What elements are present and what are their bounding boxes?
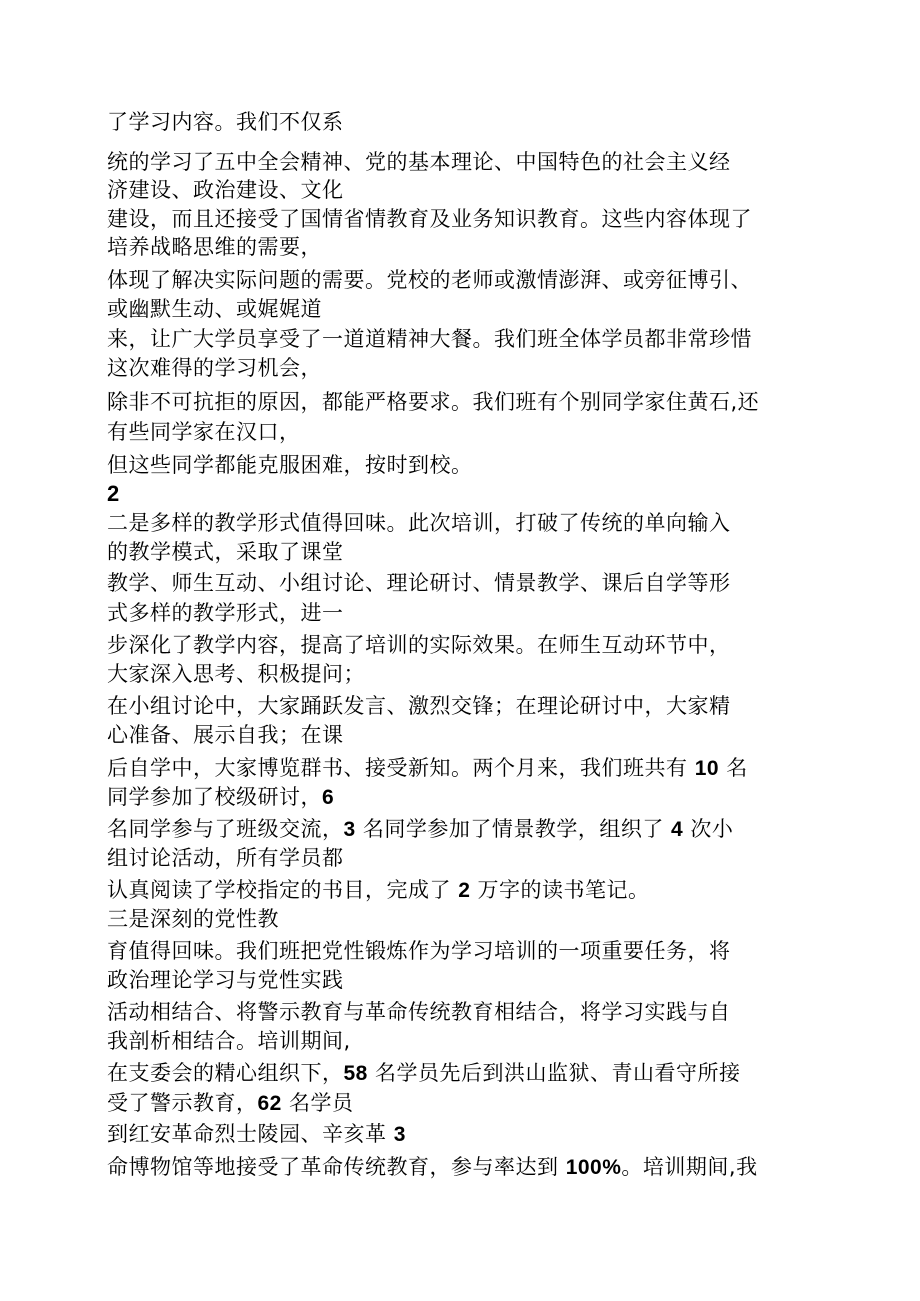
text-line: 认真阅读了学校指定的书目，完成了 2 万字的读书笔记。 [107, 878, 650, 902]
text-line: 二是多样的教学形式值得回味。此次培训，打破了传统的单向输入 [107, 511, 731, 535]
text-line: 培养战略思维的需要， [107, 235, 322, 259]
text-line: 受了警示教育，62 名学员 [107, 1091, 354, 1115]
number-value: 10 [694, 757, 720, 780]
text-line: 这次难得的学习机会， [107, 356, 322, 380]
text-line: 在小组讨论中，大家踊跃发言、激烈交锋；在理论研讨中，大家精 [107, 694, 731, 718]
text-line: 统的学习了五中全会精神、党的基本理论、中国特色的社会主义经 [107, 150, 731, 174]
number-value: 62 [257, 1092, 282, 1115]
text-line: 有些同学家在汉口， [107, 420, 301, 444]
text-line: 心准备、展示自我；在课 [107, 723, 344, 747]
text-line: 但这些同学都能克服困难，按时到校。 [107, 453, 473, 477]
text-line: 活动相结合、将警示教育与革命传统教育相结合，将学习实践与自 [107, 1000, 731, 1024]
number-value: 58 [343, 1062, 368, 1085]
text-line: 同学参加了校级研讨，6 [107, 785, 335, 809]
text-line: 式多样的教学形式，进一 [107, 601, 344, 625]
text-line: 来，让广大学员享受了一道道精神大餐。我们班全体学员都非常珍惜 [107, 327, 752, 351]
text-line: 我剖析相结合。培训期间, [107, 1029, 351, 1053]
text-line: 组讨论活动，所有学员都 [107, 846, 344, 870]
text-line: 育值得回味。我们班把党性锻炼作为学习培训的一项重要任务，将 [107, 939, 731, 963]
number-value: 3 [343, 818, 356, 841]
text-line: 体现了解决实际问题的需要。党校的老师或激情澎湃、或旁征博引、 [107, 268, 752, 292]
number-value: 6 [322, 786, 335, 809]
page-number-marker: 2 [107, 481, 120, 506]
text-line: 政治理论学习与党性实践 [107, 968, 344, 992]
text-line: 后自学中，大家博览群书、接受新知。两个月来，我们班共有 10 名 [107, 756, 748, 780]
text-line: 名同学参与了班级交流，3 名同学参加了情景教学，组织了 4 次小 [107, 817, 734, 841]
text-line: 除非不可抗拒的原因，都能严格要求。我们班有个别同学家住黄石,还 [107, 390, 760, 414]
text-line: 教学、师生互动、小组讨论、理论研讨、情景教学、课后自学等形 [107, 571, 731, 595]
text-line: 或幽默生动、或娓娓道 [107, 297, 322, 321]
text-line: 到红安革命烈士陵园、辛亥革 3 [107, 1122, 406, 1146]
text-line: 在支委会的精心组织下，58 名学员先后到洪山监狱、青山看守所接 [107, 1061, 741, 1085]
text-line: 步深化了教学内容，提高了培训的实际效果。在师生互动环节中， [107, 633, 731, 657]
text-line: 大家深入思考、积极提问； [107, 662, 365, 686]
text-line: 济建设、政治建设、文化 [107, 178, 344, 202]
text-line: 的教学模式，采取了课堂 [107, 540, 344, 564]
text-line: 三是深刻的党性教 [107, 907, 279, 931]
number-value: 4 [671, 818, 684, 841]
text-line: 了学习内容。我们不仅系 [107, 110, 344, 134]
number-value: 3 [393, 1123, 406, 1146]
number-value: 100% [565, 1156, 622, 1179]
text-line: 命博物馆等地接受了革命传统教育，参与率达到 100%。培训期间,我 [107, 1155, 758, 1179]
number-value: 2 [458, 879, 471, 902]
text-line: 建设，而且还接受了国情省情教育及业务知识教育。这些内容体现了 [107, 207, 752, 231]
